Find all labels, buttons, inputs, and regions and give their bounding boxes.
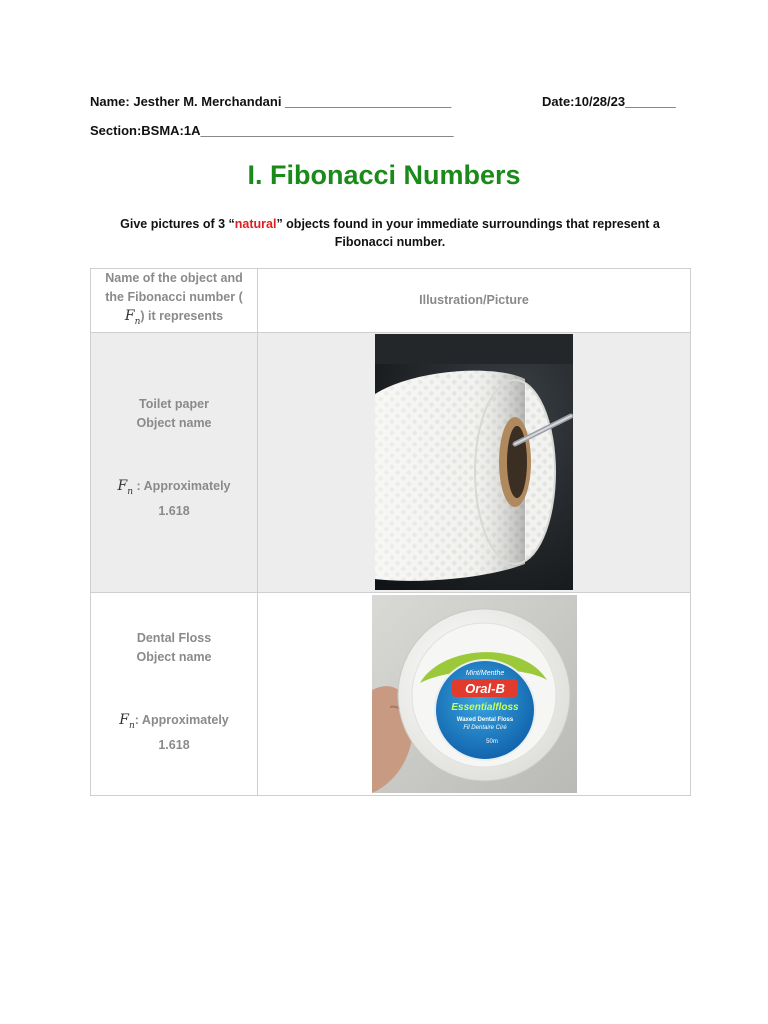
toilet-paper-photo [375, 334, 573, 590]
row1-description [91, 332, 258, 592]
row2-description [91, 592, 258, 795]
fn-symbol: $F_n$ [124, 308, 141, 327]
date-field: Date:10/28/23_______ [542, 94, 676, 109]
page-title: I. Fibonacci Numbers [247, 160, 521, 190]
floss-length: 50m [485, 738, 498, 745]
col1-header-line3: ) it represents [140, 309, 224, 323]
col1-header-line2: the Fibonacci number ( [105, 290, 243, 304]
col2-header: Illustration/Picture [258, 269, 691, 333]
row1-fn-number: 1.618 [158, 503, 190, 518]
row2-object: Dental Floss [136, 630, 212, 645]
instructions [90, 215, 690, 251]
floss-brand: Oral-B [464, 680, 505, 696]
instructions-highlight: natural [234, 217, 277, 231]
row1-fn: $F_n$ : Approximately [117, 477, 231, 497]
floss-desc2: Fil Dentaire Ciré [462, 724, 507, 731]
floss-flavor: Mint/Menthe [465, 669, 504, 677]
section-field: Section:BSMA:1A___________________________________ [90, 123, 454, 138]
instructions-after: ” objects found in your immediate surroundings that represent a Fibonacci number. [276, 217, 660, 249]
table-row [91, 332, 691, 592]
table-row [91, 592, 691, 795]
floss-product: Essentialfloss [450, 701, 519, 713]
fibonacci-table [90, 268, 691, 796]
instructions-before: Give pictures of 3 “ [120, 217, 235, 231]
floss-desc1: Waxed Dental Floss [456, 716, 513, 723]
name-field: Name: Jesther M. Merchandani _______________________ [90, 94, 452, 109]
row1-object-caption: Object name [136, 415, 212, 430]
dental-floss-photo [372, 595, 577, 793]
col1-header-line1: Name of the object and [105, 271, 243, 285]
row1-picture-cell [258, 332, 691, 592]
table-header-row [91, 269, 691, 333]
row2-fn-number: 1.618 [158, 737, 190, 752]
row2-object-caption: Object name [136, 649, 212, 664]
row2-fn: $F_n$: Approximately [119, 711, 229, 731]
col1-header [91, 269, 258, 333]
row2-picture-cell [258, 592, 691, 795]
row1-object: Toilet paper [139, 396, 209, 411]
